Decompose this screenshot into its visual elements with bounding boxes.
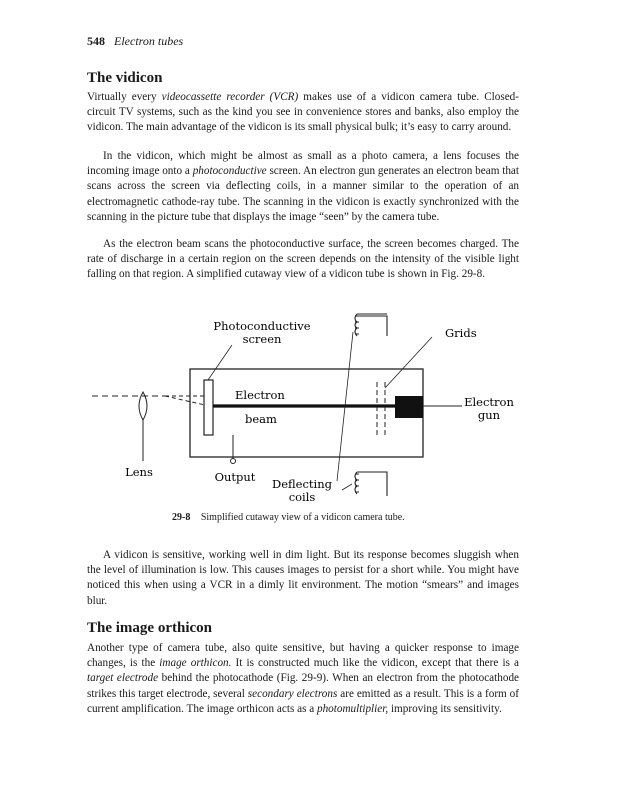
page-number: 548 (87, 34, 105, 48)
photoconductive-screen (204, 380, 213, 435)
light-ray-upper (165, 396, 205, 405)
caption-text: Simplified cutaway view of a vidicon camera tube. (200, 512, 405, 523)
running-head (87, 34, 183, 49)
section-heading-vidicon: The vidicon (87, 70, 163, 86)
paragraph-orthicon-1: Another type of camera tube, also quite sensitive, but having a quicker response to image changes, is the image orthicon. It is constructed much like the vidicon, except that there is a target electrode behind the photocathode (Fig. 29-9). When an electron from the photocathode strikes this target electrode, several secondary electrons are emitted as a result. This is a form of current amplification. The image orthicon acts as a photomultiplier, improving its sensitivity. (87, 642, 520, 715)
tube-envelope (190, 369, 423, 457)
paragraph-vidicon-1: Virtually every videocassette recorder (VCR) makes use of a vidicon camera tube. Closed-circuit TV systems, such as the kind you see in convenience stores and banks, also employ the vidicon. The main advantage of the vidicon is its small physical bulk; it’s easy to carry around. (87, 91, 519, 134)
label-grids: Grids (445, 326, 477, 340)
figure-29-8 (87, 306, 519, 526)
caption-number: 29-8 (172, 512, 191, 523)
coil-leader-bottom (342, 484, 352, 490)
screen-leader (208, 345, 232, 380)
label-output: Output (214, 470, 256, 484)
label-electron-gun-2: gun (477, 408, 501, 422)
label-electron-gun-1: Electron (464, 395, 514, 409)
section-heading-image-orthicon: The image orthicon (87, 620, 212, 636)
label-beam: beam (245, 412, 277, 426)
label-photoconductive: Photoconductive (213, 319, 311, 333)
top-coil (355, 314, 387, 336)
label-coils: coils (288, 490, 316, 504)
output-terminal (231, 459, 236, 464)
paragraph-vidicon-3: As the electron beam scans the photoconductive surface, the screen becomes charged. The rate of discharge in a certain region on the screen depends on the intensity of the visible light falling on that region. A simplified cutaway view of a vidicon tube is shown in Fig. 29-8. (87, 238, 519, 281)
label-lens: Lens (125, 465, 153, 479)
label-deflecting: Deflecting (271, 477, 333, 491)
chapter-title: Electron tubes (114, 34, 184, 48)
figure-caption (172, 512, 405, 523)
bottom-coil (355, 472, 387, 496)
electron-gun (395, 396, 423, 418)
paragraph-vidicon-2: In the vidicon, which might be almost as small as a photo camera, a lens focuses the incoming image onto a photoconductive screen. An electron gun generates an electron beam that scans across the screen via deflecting coils, in a manner similar to the operation of an electromagnetic cathode-ray tube. The scanning in the vidicon is exactly synchronized with the scanning in the picture tube that displays the image “seen” by the camera tube. (87, 150, 519, 223)
vidicon-diagram (87, 306, 519, 516)
grids-leader (385, 337, 432, 388)
label-screen: screen (242, 332, 282, 346)
label-electron: Electron (235, 388, 285, 402)
paragraph-vidicon-4: A vidicon is sensitive, working well in dim light. But its response becomes sluggish when the level of illumination is low. This causes images to persist for a short while. You might have noticed this when using a VCR in a dimly lit environment. The motion “smears” and images blur. (87, 549, 519, 607)
